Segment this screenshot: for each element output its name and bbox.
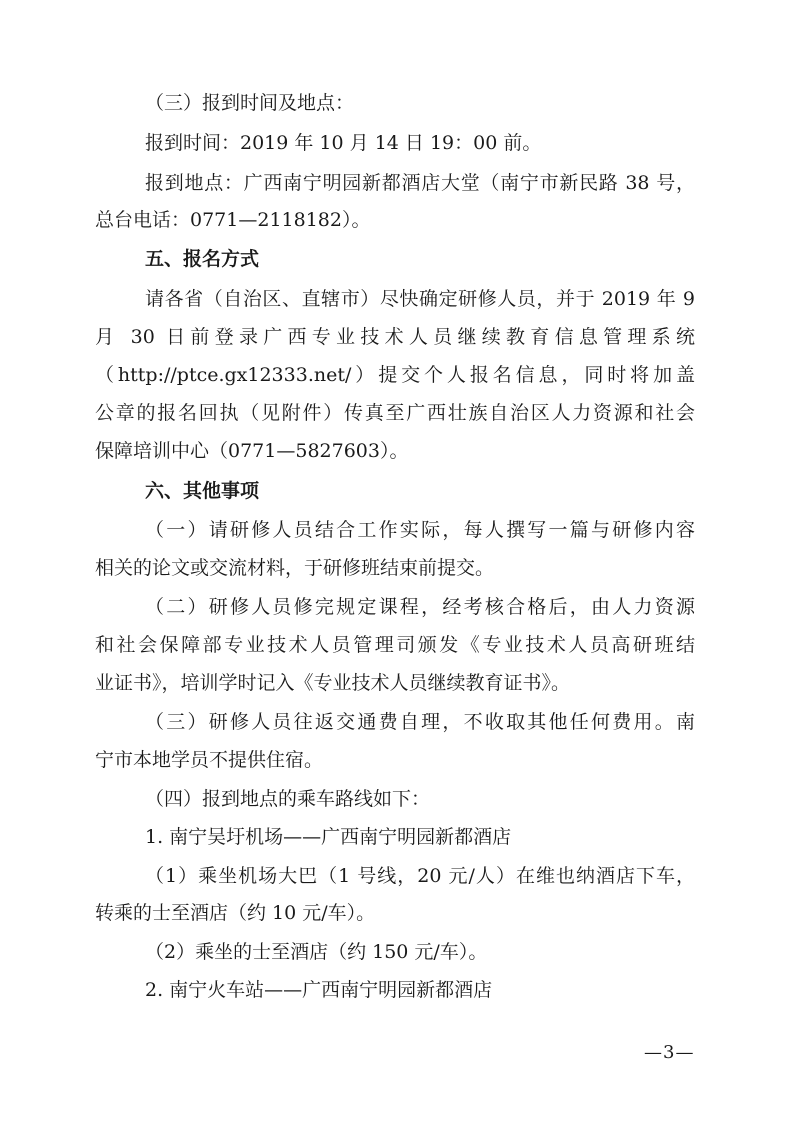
page-number: —3— [644, 1042, 695, 1063]
registration-time: 报到时间：2019 年 10 月 14 日 19：00 前。 [145, 132, 542, 154]
signup-paragraph-line-4: 公章的报名回执（见附件）传真至广西壮族自治区人力资源和社会 [95, 402, 695, 424]
signup-paragraph-line-3: （http://ptce.gx12333.net/）提交个人报名信息，同时将加盖 [95, 364, 695, 386]
registration-phone: 总台电话：0771—2118182）。 [95, 209, 371, 231]
section-heading-signup: 五、报名方式 [145, 248, 260, 270]
route-1-option-2: （2）乘坐的士至酒店（约 150 元/车）。 [145, 941, 488, 963]
item-2-line-2: 和社会保障部专业技术人员管理司颁发《专业技术人员高研班结 [95, 634, 695, 656]
item-1-line-1: （一）请研修人员结合工作实际，每人撰写一篇与研修内容 [145, 519, 695, 541]
section-heading-other-matters: 六、其他事项 [145, 480, 260, 502]
item-4-heading: （四）报到地点的乘车路线如下： [145, 788, 431, 810]
signup-paragraph-line-2: 月 30 日前登录广西专业技术人员继续教育信息管理系统 [95, 326, 695, 348]
route-1-option-1-line-2: 转乘的士至酒店（约 10 元/车）。 [95, 902, 376, 924]
registration-location: 报到地点：广西南宁明园新都酒店大堂（南宁市新民路 38 号， [145, 172, 695, 194]
route-1-option-1-line-1: （1）乘坐机场大巴（1 号线，20 元/人）在维也纳酒店下车， [145, 865, 695, 887]
item-3-line-1: （三）研修人员往返交通费自理，不收取其他任何费用。南 [145, 711, 695, 733]
item-3-line-2: 宁市本地学员不提供住宿。 [95, 749, 324, 771]
route-1-title: 1. 南宁吴圩机场——广西南宁明园新都酒店 [145, 826, 512, 848]
item-2-line-3: 业证书》，培训学时记入《专业技术人员继续教育证书》。 [95, 672, 571, 694]
signup-paragraph-line-1: 请各省（自治区、直辖市）尽快确定研修人员，并于 2019 年 9 [145, 288, 695, 310]
item-1-line-2: 相关的论文或交流材料，于研修班结束前提交。 [95, 557, 495, 579]
section-subheading-registration: （三）报到时间及地点： [145, 92, 355, 114]
route-2-title: 2. 南宁火车站——广西南宁明园新都酒店 [145, 979, 493, 1001]
item-2-line-1: （二）研修人员修完规定课程，经考核合格后，由人力资源 [145, 596, 695, 618]
signup-paragraph-line-5: 保障培训中心（0771—5827603）。 [95, 440, 409, 462]
